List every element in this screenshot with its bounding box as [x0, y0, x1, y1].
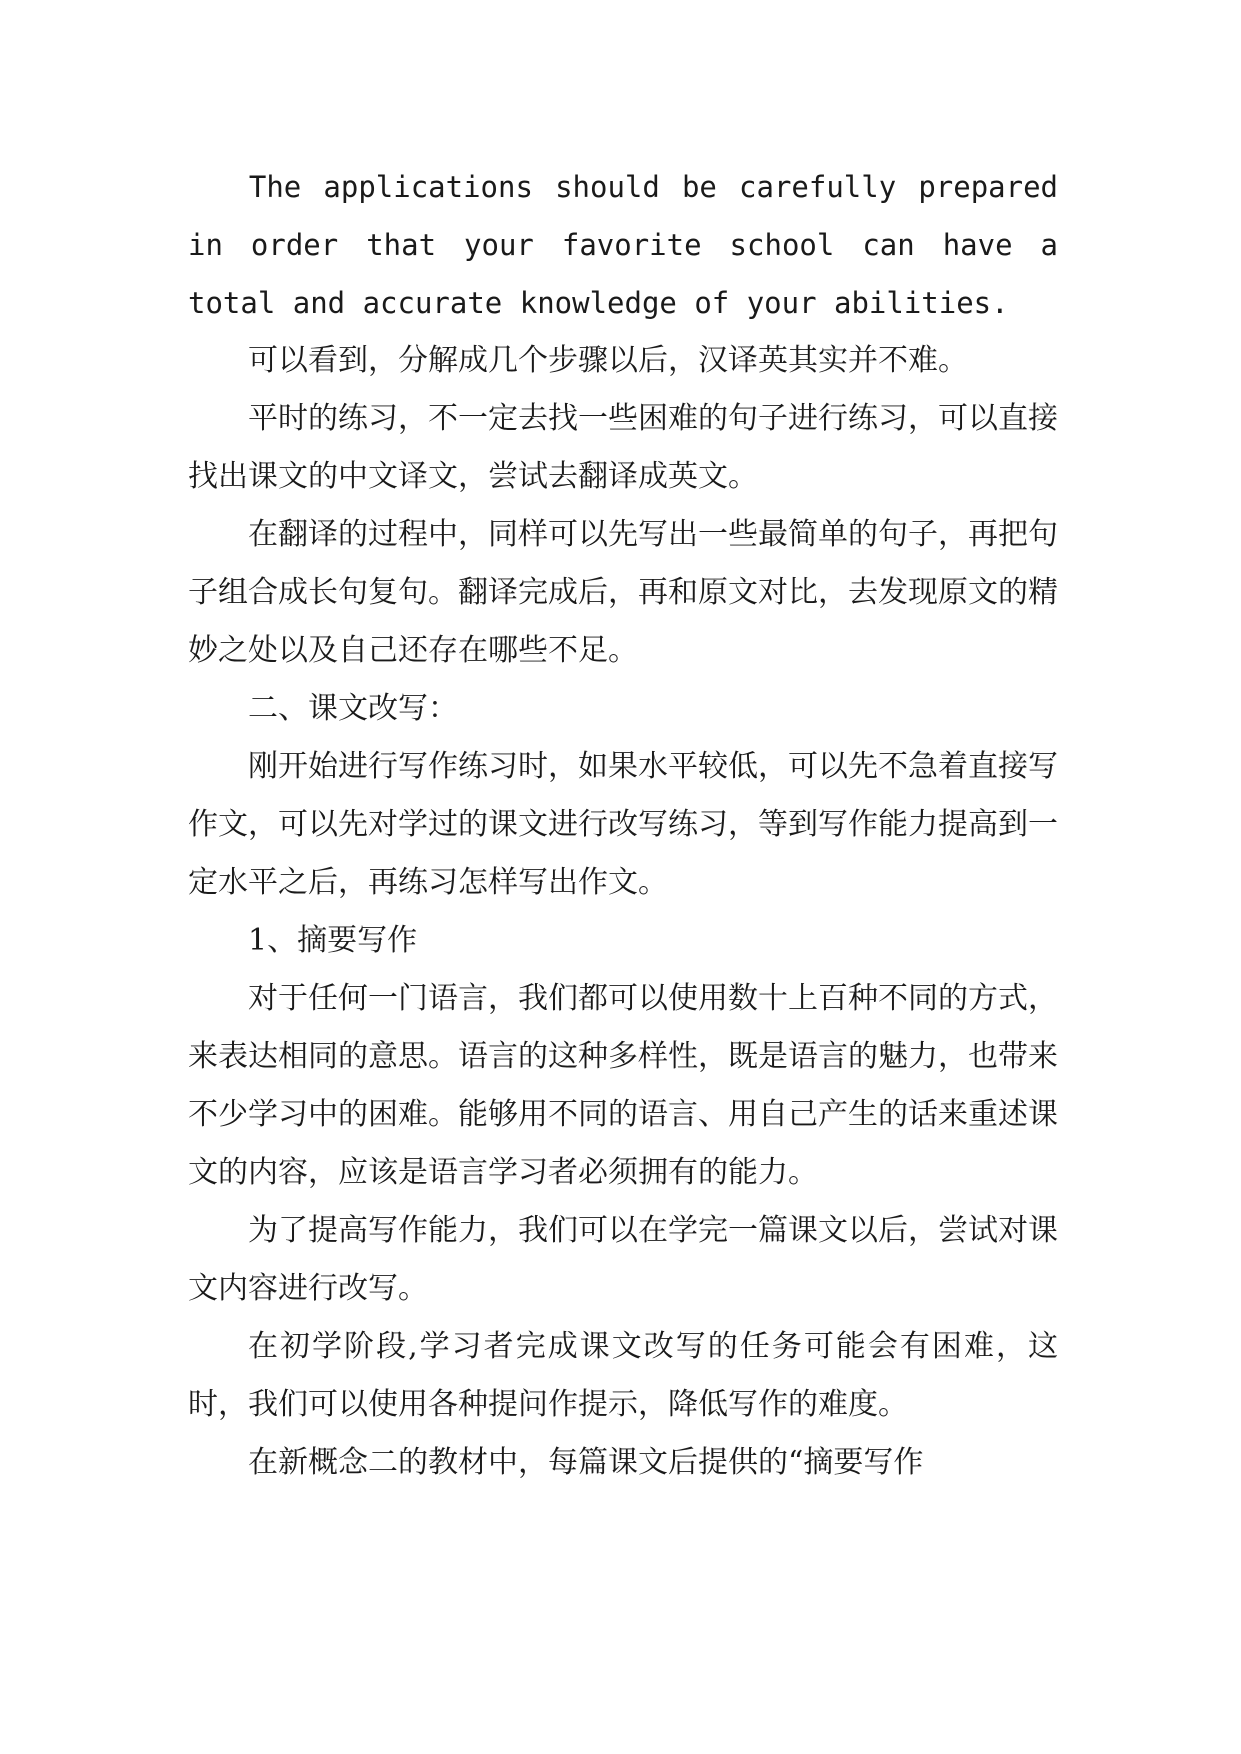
subsection-heading: 1、摘要写作 — [248, 923, 418, 958]
paragraph: 对于任何一门语言，我们都可以使用数十上百种不同的方式，来表达相同的意思。语言的这种多样性，既是语言的魅力，也带来不少学习中的困难。能够用不同的语言、用自己产生的话来重述课文的内容，应该是语言学习者必须拥有的能力。 — [188, 981, 1058, 1190]
paragraph-english-example: The applications should be carefully prepared in order that your favorite school can have a total and accurate knowledge of your abilities. — [188, 170, 1058, 320]
paragraph: 可以看到，分解成几个步骤以后，汉译英其实并不难。 — [248, 343, 968, 378]
paragraph: 在新概念二的教材中，每篇课文后提供的“摘要写作 — [248, 1445, 924, 1480]
paragraph: 在初学阶段,学习者完成课文改写的任务可能会有困难，这时，我们可以使用各种提问作提示，降低写作的难度。 — [188, 1329, 1058, 1422]
paragraph: 为了提高写作能力，我们可以在学完一篇课文以后，尝试对课文内容进行改写。 — [188, 1213, 1058, 1306]
paragraph: 平时的练习，不一定去找一些困难的句子进行练习，可以直接找出课文的中文译文，尝试去翻译成英文。 — [188, 401, 1058, 494]
body-text — [188, 158, 1058, 1492]
paragraph: 在翻译的过程中，同样可以先写出一些最简单的句子，再把句子组合成长句复句。翻译完成后，再和原文对比，去发现原文的精妙之处以及自己还存在哪些不足。 — [188, 517, 1058, 668]
section-heading: 二、课文改写： — [248, 691, 458, 726]
paragraph: 刚开始进行写作练习时，如果水平较低，可以先不急着直接写作文，可以先对学过的课文进行改写练习，等到写作能力提高到一定水平之后，再练习怎样写出作文。 — [188, 749, 1058, 900]
